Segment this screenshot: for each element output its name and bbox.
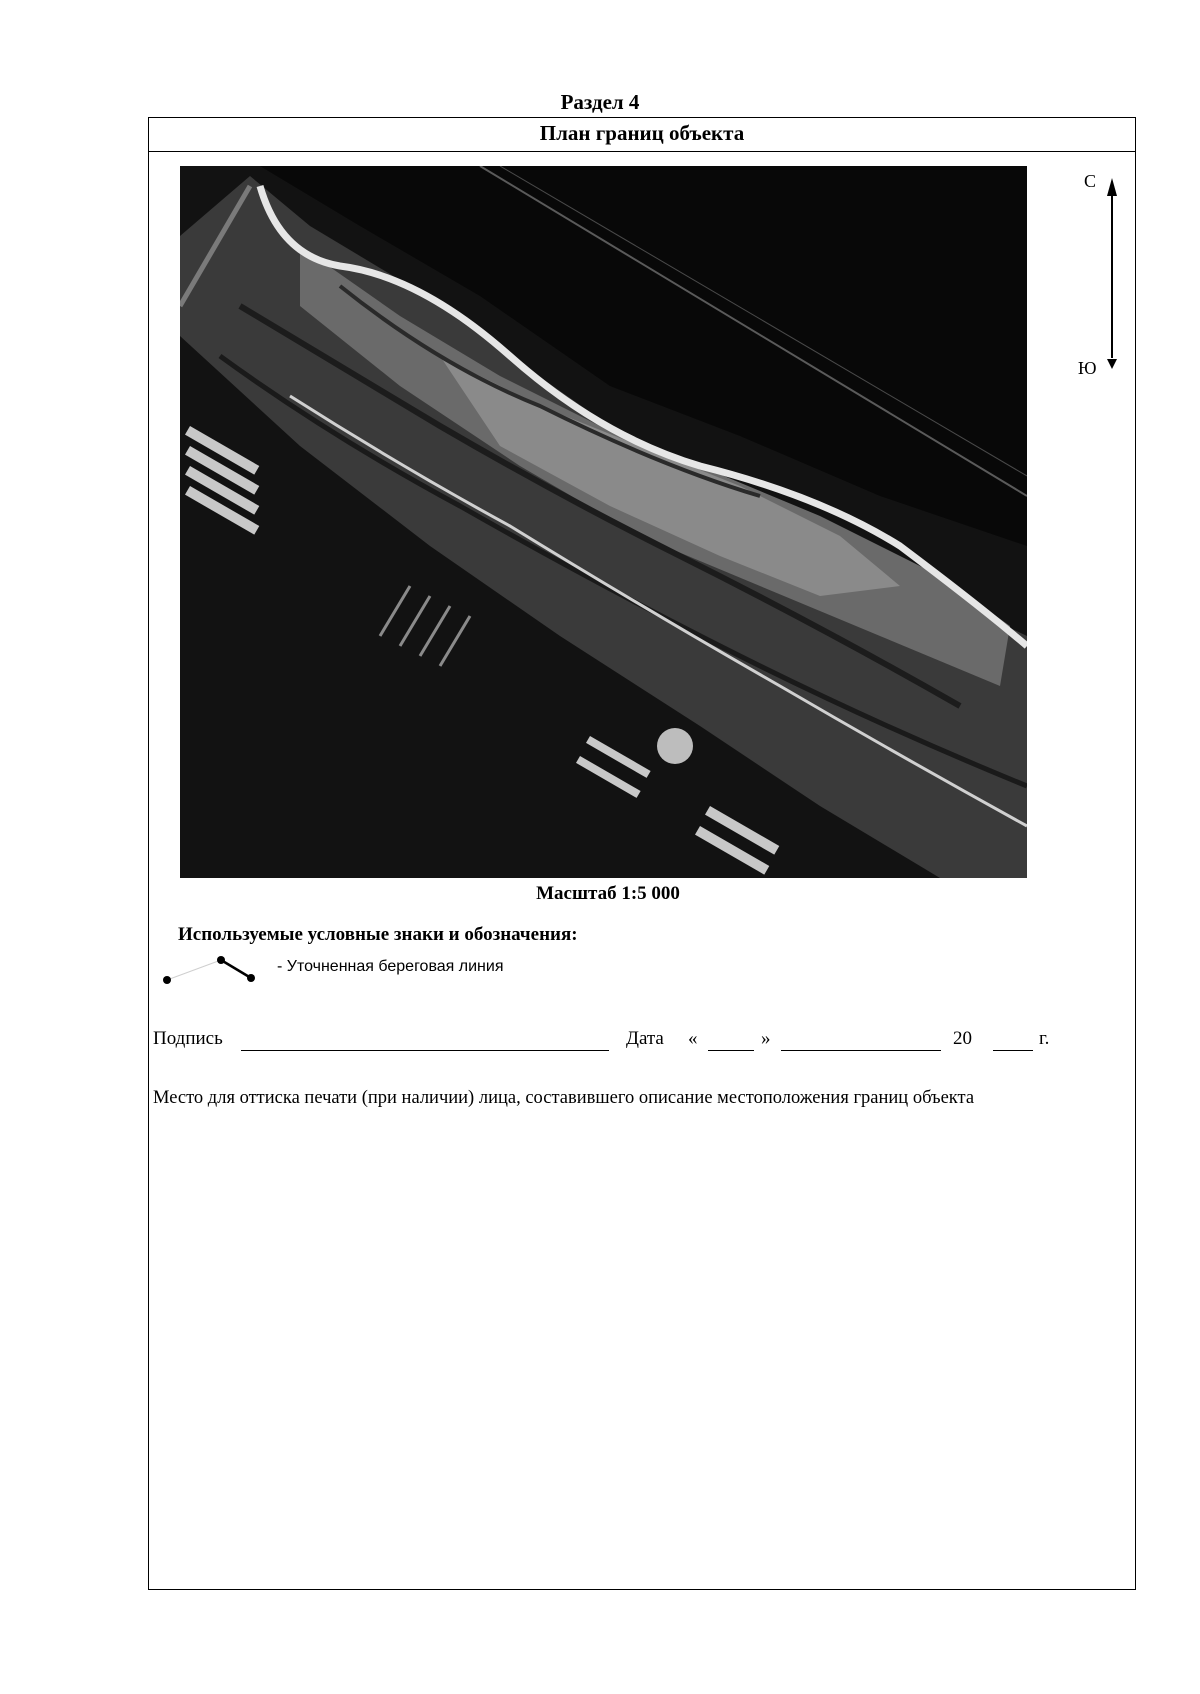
- plan-title: План границ объекта: [149, 118, 1135, 152]
- south-arrowhead-icon: [1107, 359, 1117, 369]
- signature-label: Подпись: [153, 1028, 223, 1049]
- map-scale: Масштаб 1:5 000: [536, 883, 680, 904]
- signature-row: [153, 1028, 1133, 1058]
- date-quote-open: «: [688, 1028, 698, 1049]
- legend-title: Используемые условные знаки и обозначения:: [178, 924, 578, 945]
- stamp-placeholder-text: Место для оттиска печати (при наличии) лица, составившего описание местоположения границ объекта: [153, 1088, 975, 1108]
- signature-line[interactable]: [241, 1050, 609, 1051]
- legend-item: [159, 948, 719, 988]
- satellite-map-image: [180, 166, 1027, 878]
- date-label: Дата: [626, 1028, 664, 1049]
- date-month-line[interactable]: [781, 1050, 941, 1051]
- north-label: С: [1084, 171, 1097, 191]
- date-day-line[interactable]: [708, 1050, 754, 1051]
- south-label: Ю: [1078, 358, 1097, 378]
- date-year-suffix: г.: [1039, 1028, 1050, 1049]
- section-heading: Раздел 4: [560, 90, 640, 114]
- date-year-line[interactable]: [993, 1050, 1033, 1051]
- legend-item-label: - Уточненная береговая линия: [277, 958, 504, 975]
- plan-frame: [148, 117, 1136, 1590]
- north-arrow: [1078, 168, 1134, 378]
- date-quote-close: »: [761, 1028, 771, 1049]
- date-year-prefix: 20: [953, 1028, 972, 1049]
- shoreline-symbol-icon: [159, 948, 269, 988]
